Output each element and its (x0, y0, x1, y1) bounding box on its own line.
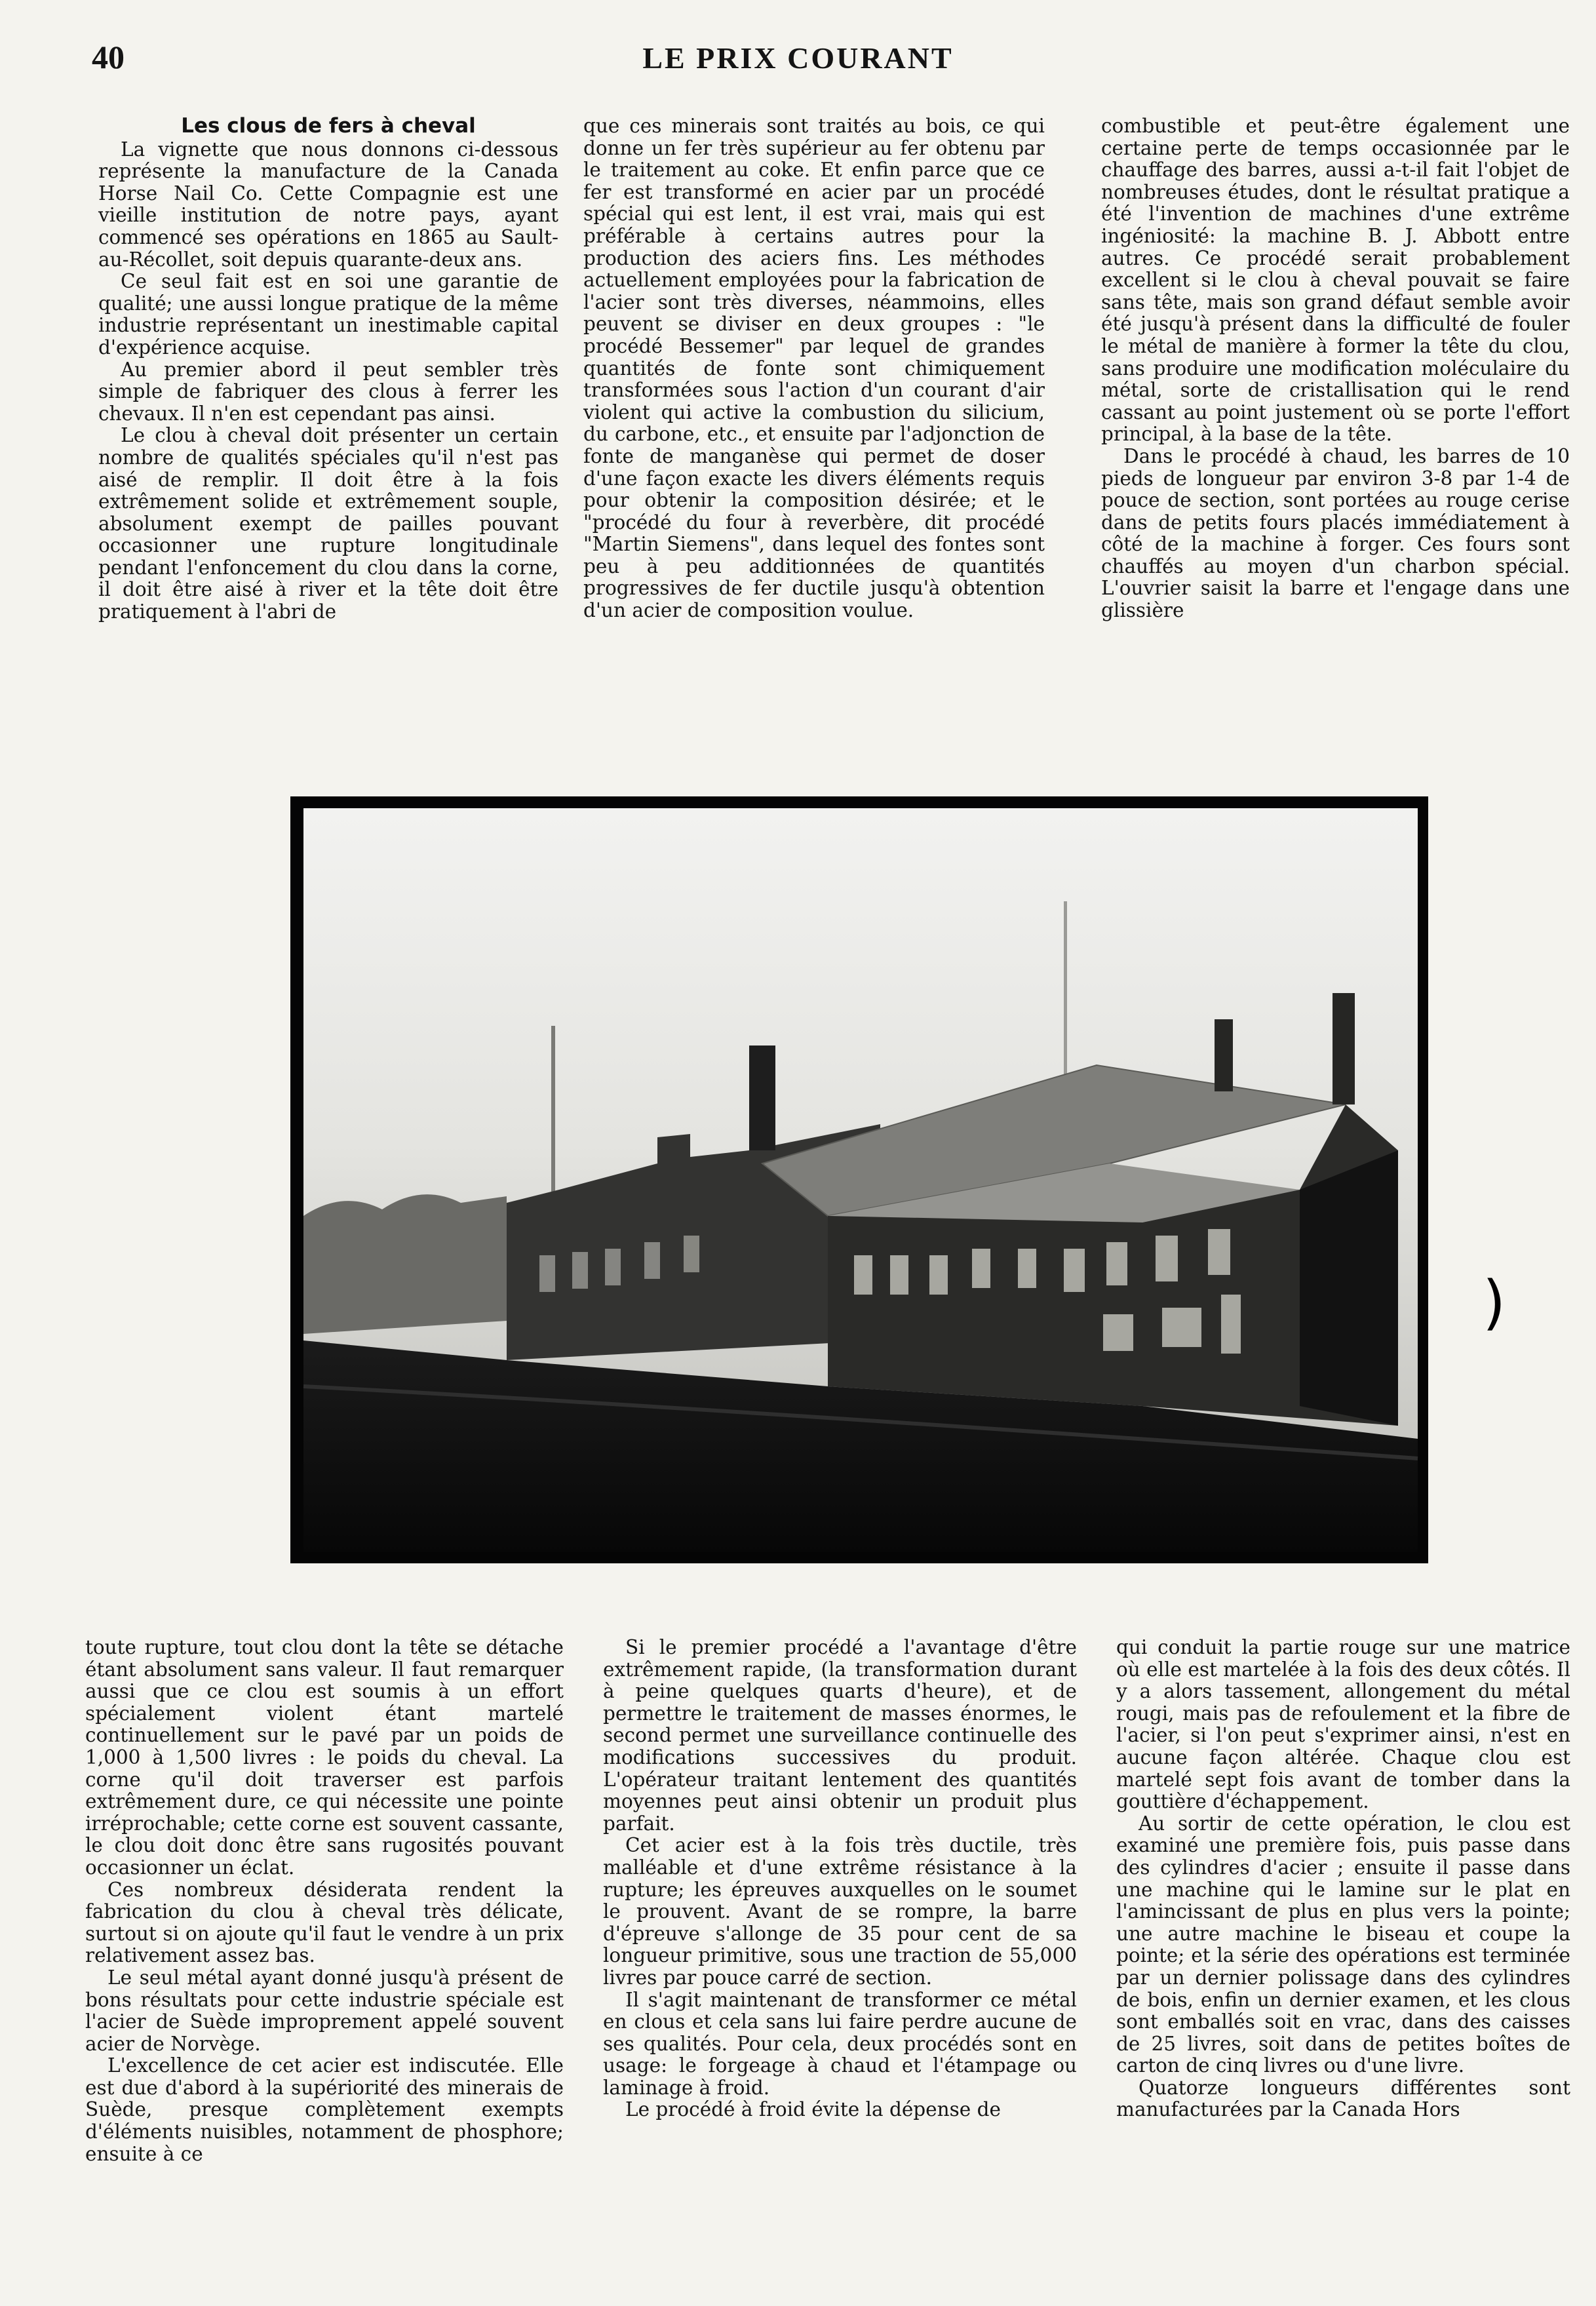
paragraph: Dans le procédé à chaud, les barres de 10 pieds de longueur par environ 3-8 par 1-4 de pouce de section, sont portées au rouge cerise dans de petits fours placés immédiatement à côté de la machine à forger. Ces fours sont chauffés au moyen d'un charbon spécial. L'ouvrier saisit la barre et l'engage dans une glissière (1101, 444, 1570, 622)
paragraph: Ce seul fait est en soi une garantie de qualité; une aussi longue pratique de la même industrie représentant un inestimable capital d'expérience acquise. (98, 270, 558, 359)
column-top-2 (583, 115, 1045, 622)
paragraph: combustible et peut-être également une certaine perte de temps occasionnée par le chauffage des barres, aussi a-t-il fait l'objet de nombreuses études, dont le résultat pratique a été l'invention de machines d'une extrême ingéniosité: la machine B. J. Abbott entre autres. Ce procédé serait probablement excellent si le clou à cheval pouvait se faire sans tête, mais son grand défaut semble avoir été jusqu'à présent dans la difficulté de fouler le métal de manière à former la tête du clou, sans produire une modification moléculaire du métal, sorte de cristallisation qui le rend cassant au point justement où se porte l'effort principal, à la base de la tête. (1101, 115, 1570, 446)
paragraph: que ces minerais sont traités au bois, ce qui donne un fer très supérieur au fer obtenu par le traitement au coke. Et enfin parce que ce fer est transformé en acier par un procédé spécial qui est lent, il est vrai, mais qui est préférable à certains autres pour la production des aciers fins. Les méthodes actuellement employées pour la fabrication de l'acier sont très diverses, néammoins, elles peuvent se diviser en deux groupes : "le procédé Bessemer" par lequel de grandes quantités de fonte sont chimiquement transformées sous l'action d'un courant d'air violent qui active la combustion du silicium, du carbone, etc., et ensuite par l'adjonction de fonte de manganèse qui permet de doser d'une façon exacte les divers éléments requis pour obtenir la composition désirée; et le "procédé du four à reverbère, dit procédé "Martin Siemens", dans lequel des fontes sont peu à peu additionnées de quantités progressives de fer ductile jusqu'à obtention d'un acier de composition voulue. (583, 115, 1045, 622)
publication-title: LE PRIX COURANT (642, 41, 954, 75)
paragraph: La vignette que nous donnons ci-dessous représente la manufacture de la Canada Horse Nail Co. Cette Compagnie est une vieille institution de notre pays, ayant commencé ses opérations en 1865 au Sault-au-Récollet, soit depuis quarante-deux ans. (98, 138, 558, 271)
paragraph: Le clou à cheval doit présenter un certain nombre de qualités spéciales qu'il n'est pas aisé de remplir. Il doit être à la fois extrêmement solide et extrêmement souple, absolument exempt de pailles pouvant occasionner une rupture longitudinale pendant l'enfoncement du clou dans la corne, il doit être aisé à river et la tête doit être pratiquement à l'abri de (98, 424, 558, 623)
paragraph: Ces nombreux désiderata rendent la fabrication du clou à cheval très délicate, surtout si on ajoute qu'il faut le vendre à un prix relativement assez bas. (85, 1878, 564, 1967)
paragraph: Cet acier est à la fois très ductile, très malléable et d'une extrême résistance à la rupture; les épreuves auxquelles on le soumet le prouvent. Avant de se rompre, la barre d'épreuve s'allonge de 35 pour cent de sa longueur primitive, sous une traction de 55,000 livres par pouce carré de section. (603, 1834, 1077, 1989)
margin-mark: ) (1483, 1268, 1506, 1337)
paragraph: Au premier abord il peut sembler très simple de fabriquer des clous à ferrer les chevaux. Il n'en est cependant pas ainsi. (98, 358, 558, 425)
column-bottom-2 (603, 1637, 1077, 2121)
factory-photo-icon (290, 796, 1428, 1563)
article-title: Les clous de fers à cheval (181, 114, 476, 138)
page-number: 40 (92, 39, 125, 75)
paragraph: Si le premier procédé a l'avantage d'être extrêmement rapide, (la transformation durant à peine quelques quarts d'heure), et de permettre le traitement de masses énormes, le second permet une surveillance continuelle des modifications successives du produit. L'opérateur traitant lentement des quantités moyennes peut ainsi obtenir un produit plus parfait. (603, 1636, 1077, 1835)
paragraph: Le seul métal ayant donné jusqu'à présent de bons résultats pour cette industrie spéciale est l'acier de Suède improprement appelé souvent acier de Norvège. (85, 1966, 564, 2055)
paragraph: L'excellence de cet acier est indiscutée. Elle est due d'abord à la supériorité des minerais de Suède, presque complètement exempts d'éléments nuisibles, notamment de phosphore; ensuite à ce (85, 2054, 564, 2165)
paragraph: Quatorze longueurs différentes sont manufacturées par la Canada Hors (1116, 2076, 1570, 2121)
column-bottom-1 (85, 1637, 564, 2165)
factory-photo (290, 796, 1428, 1563)
paragraph: Le procédé à froid évite la dépense de (625, 2098, 1001, 2121)
column-top-3 (1101, 115, 1570, 622)
paragraph: toute rupture, tout clou dont la tête se détache étant absolument sans valeur. Il faut remarquer aussi que ce clou est soumis à un effort spécialement violent étant martelé continuellement sur le pavé par un poids de 1,000 à 1,500 livres : le poids du cheval. La corne qu'il doit traverser est parfois extrêmement dure, ce qui nécessite une pointe irréprochable; cette corne est souvent cassante, le clou doit donc être sans rugosités pouvant occasionner un éclat. (85, 1636, 564, 1879)
paragraph: Au sortir de cette opération, le clou est examiné une première fois, puis passe dans des cylindres d'acier ; ensuite il passe dans une machine qui le lamine sur le plat en l'amincissant de plus en plus vers la pointe; une autre machine le biseau et coupe la pointe; et la série des opérations est terminée par un dernier polissage dans des cylindres de bois, enfin un dernier examen, et les clous sont emballés soit en vrac, dans des caisses de 25 livres, soit dans de petites boîtes de carton de cinq livres ou d'une livre. (1116, 1812, 1570, 2077)
column-top-1 (98, 115, 558, 623)
column-bottom-3 (1116, 1637, 1570, 2121)
paragraph: Il s'agit maintenant de transformer ce métal en clous et cela sans lui faire perdre aucune de ses qualités. Pour cela, deux procédés sont en usage: le forgeage à chaud et l'étampage ou laminage à froid. (603, 1988, 1077, 2099)
paragraph: qui conduit la partie rouge sur une matrice où elle est martelée à la fois des deux côtés. Il y a alors tassement, allongement du métal rougi, mais pas de refoulement et la fibre de l'acier, si l'on peut s'exprimer ainsi, n'est en aucune façon altérée. Chaque clou est martelé sept fois avant de tomber dans la gouttière d'échappement. (1116, 1636, 1570, 1813)
